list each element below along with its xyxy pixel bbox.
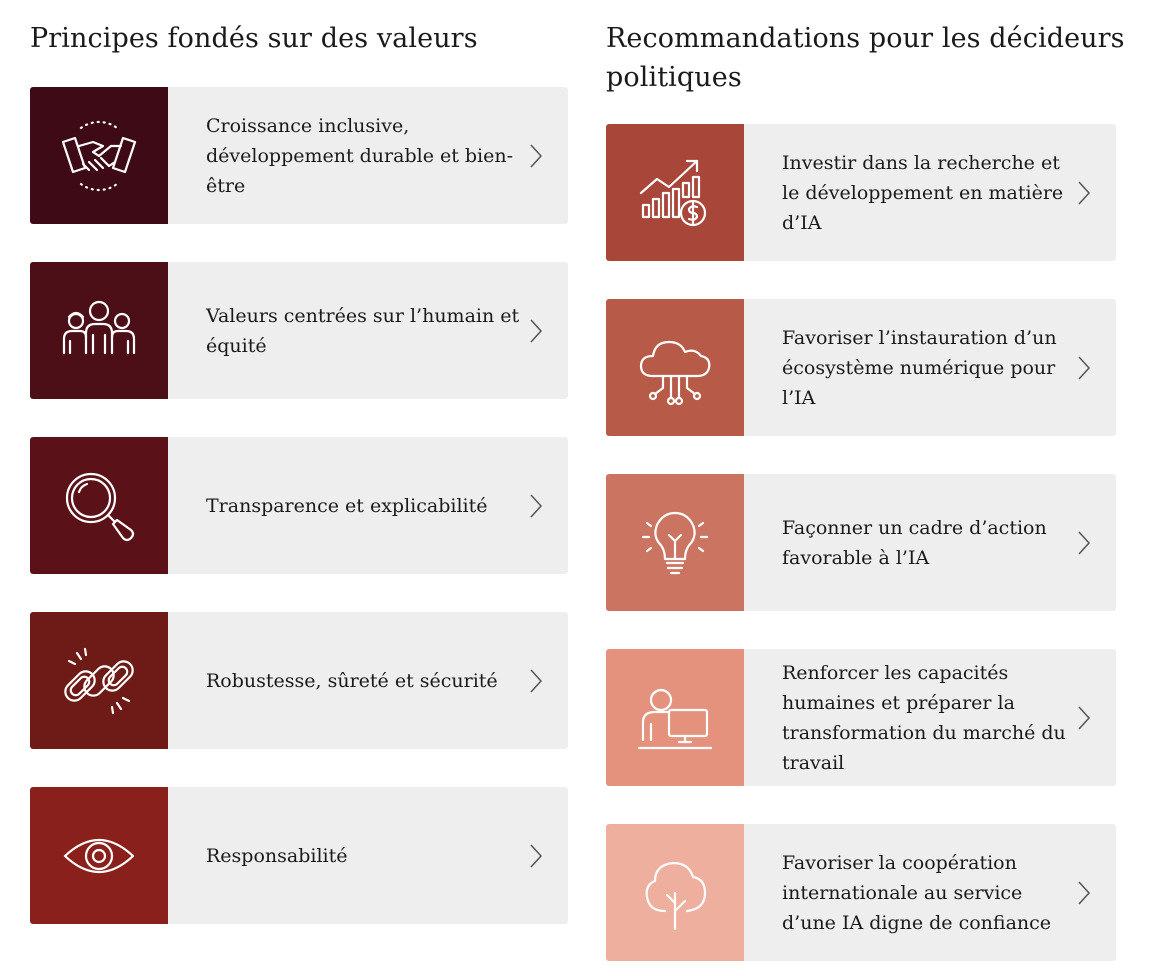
card-icon-tile [606,649,744,786]
card-icon-tile [606,474,744,611]
eye-icon [59,816,139,896]
card-human-capacity[interactable] [606,649,1116,786]
chevron-right-icon [524,319,548,343]
chevron-right-icon [524,144,548,168]
card-transparency[interactable] [30,437,568,574]
cloud-network-icon [635,328,715,408]
chevron-right-icon [524,669,548,693]
card-inclusive-growth[interactable] [30,87,568,224]
person-at-computer-icon [635,678,715,758]
card-international-cooperation[interactable] [606,824,1116,961]
card-label: Façonner un cadre d’action favorable à l’IA [782,516,1047,569]
card-human-centred-values[interactable] [30,262,568,399]
card-icon-tile [606,299,744,436]
card-label: Croissance inclusive, développement durable et bien-être [206,114,514,197]
card-label: Favoriser la coopération internationale au service d’une IA digne de confiance [782,851,1052,934]
chevron-right-icon [1072,706,1096,730]
chevron-right-icon [1072,881,1096,905]
card-icon-tile [30,787,168,924]
chevron-right-icon [1072,531,1096,555]
card-label: Responsabilité [206,844,348,867]
card-label: Robustesse, sûreté et sécurité [206,669,498,692]
card-label: Favoriser l’instauration d’un écosystème numérique pour l’IA [782,326,1057,409]
chevron-right-icon [524,844,548,868]
growth-chart-dollar-icon [635,153,715,233]
handshake-icon [59,116,139,196]
values-principles-title: Principes fondés sur des valeurs [30,23,478,54]
card-robustness[interactable] [30,612,568,749]
chevron-right-icon [1072,181,1096,205]
card-accountability[interactable] [30,787,568,924]
card-icon-tile [30,87,168,224]
card-label: Transparence et explicabilité [206,494,488,517]
chevron-right-icon [1072,356,1096,380]
magnifying-glass-icon [59,466,139,546]
card-icon-tile [30,612,168,749]
card-label: Investir dans la recherche et le développement en matière d’IA [782,151,1064,234]
card-label: Valeurs centrées sur l’humain et équité [206,304,520,357]
people-group-icon [59,291,139,371]
card-icon-tile [606,824,744,961]
chevron-right-icon [524,494,548,518]
card-icon-tile [30,262,168,399]
card-digital-ecosystem[interactable] [606,299,1116,436]
card-icon-tile [30,437,168,574]
card-label: Renforcer les capacités humaines et préparer la transformation du marché du travail [782,661,1066,774]
lightbulb-icon [635,503,715,583]
broken-chain-icon [59,641,139,721]
card-policy-environment[interactable] [606,474,1116,611]
card-invest-research[interactable] [606,124,1116,261]
policy-recommendations-title: Recommandations pour les décideurs politiques [606,23,1125,93]
tree-icon [635,853,715,933]
card-icon-tile [606,124,744,261]
